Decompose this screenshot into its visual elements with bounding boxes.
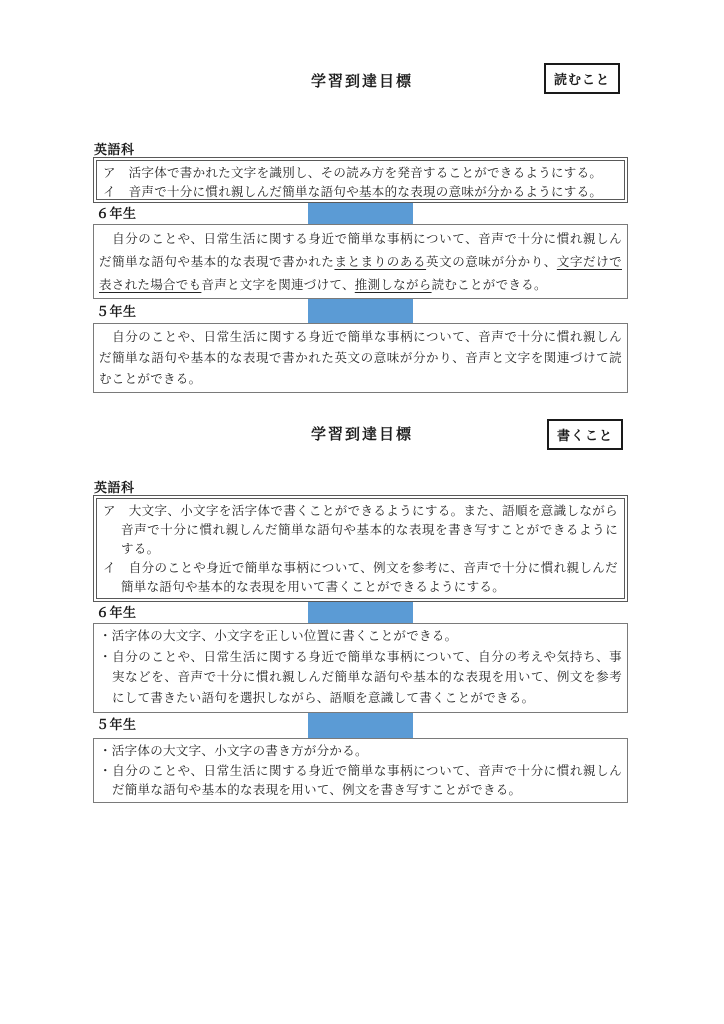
text-run: イ 自分のことや身近で簡単な事柄について、例文を参考に、音声で十分に慣れ親しんだ簡単な語句や基本的な表現を用いて書くことができるようにする。	[103, 560, 618, 594]
text-run: ・活字体の大文字、小文字の書き方が分かる。	[99, 743, 368, 758]
grade6-label: ６年生	[96, 606, 137, 621]
text-run: 読むことができる。	[431, 277, 547, 292]
writing-badge: 書くこと	[547, 419, 623, 450]
grade6-goals-box	[93, 224, 628, 299]
text-line	[103, 163, 618, 182]
grade6-label: ６年生	[96, 207, 137, 222]
page-title: 学習到達目標	[310, 425, 413, 443]
text-line	[103, 558, 618, 596]
flow-connector	[308, 297, 413, 324]
text-run: ・自分のことや、日常生活に関する身近で簡単な事柄について、自分の考えや気持ち、事実などを、音声で十分に慣れ親しんだ簡単な語句や基本的な表現を用いて、例文を参考にして書きたい語句を選択しながら、語順を意識して書くことができる。	[99, 648, 622, 705]
text-run: ・活字体の大文字、小文字を正しい位置に書くことができる。	[99, 628, 458, 643]
text-run: 自分のことや、日常生活に関する身近で簡単な事柄について、音声で十分に慣れ親しんだ簡単な語句や基本的な表現で書かれた	[99, 231, 622, 269]
grade5-goals-box	[93, 738, 628, 803]
text-run: ア 活字体で書かれた文字を識別し、その読み方を発音することができるようにする。	[103, 165, 603, 180]
grade5-label: ５年生	[96, 718, 137, 733]
subject-label: 英語科	[94, 481, 135, 496]
flow-connector	[308, 711, 413, 739]
text-run: ・自分のことや、日常生活に関する身近で簡単な事柄について、音声で十分に慣れ親しんだ簡単な語句や基本的な表現を用いて、例文を書き写すことができる。	[99, 762, 622, 797]
text-run: ア 大文字、小文字を活字体で書くことができるようにする。また、語順を意識しながら音声で十分に慣れ親しんだ簡単な語句や基本的な表現を書き写すことができるようにする。	[103, 503, 618, 556]
text-line	[103, 501, 618, 558]
text-run: 自分のことや、日常生活に関する身近で簡単な事柄について、音声で十分に慣れ親しんだ簡単な語句や基本的な表現で書かれた英文の意味が分かり、音声と文字を関連づけて読むことができる。	[99, 329, 622, 386]
text-run: 英文の意味が分かり、	[426, 254, 557, 269]
text-line	[99, 761, 622, 800]
underlined-phrase: 文字だけで表された場合でも	[99, 254, 622, 292]
grade6-goals-box	[93, 623, 628, 713]
grade5-label: ５年生	[96, 305, 137, 320]
flow-connector	[308, 599, 413, 625]
text-line	[99, 647, 622, 709]
grade5-goals-box	[93, 323, 628, 393]
underlined-phrase: 推測しながら	[354, 277, 432, 292]
text-line	[99, 626, 622, 647]
subject-label: 英語科	[94, 143, 135, 158]
reading-badge: 読むこと	[544, 63, 620, 94]
underlined-phrase: まとまりのある	[334, 254, 427, 269]
text-line	[99, 326, 622, 389]
page-title: 学習到達目標	[310, 72, 413, 90]
text-line	[99, 227, 622, 296]
text-run: イ 音声で十分に慣れ親しんだ簡単な語句や基本的な表現の意味が分かるようにする。	[103, 184, 603, 199]
text-line	[99, 741, 622, 761]
subject-goals-box	[93, 495, 628, 602]
text-line	[103, 182, 618, 201]
flow-connector	[308, 200, 413, 225]
subject-goals-box	[93, 157, 628, 203]
text-run: 音声と文字を関連づけて、	[201, 277, 355, 292]
